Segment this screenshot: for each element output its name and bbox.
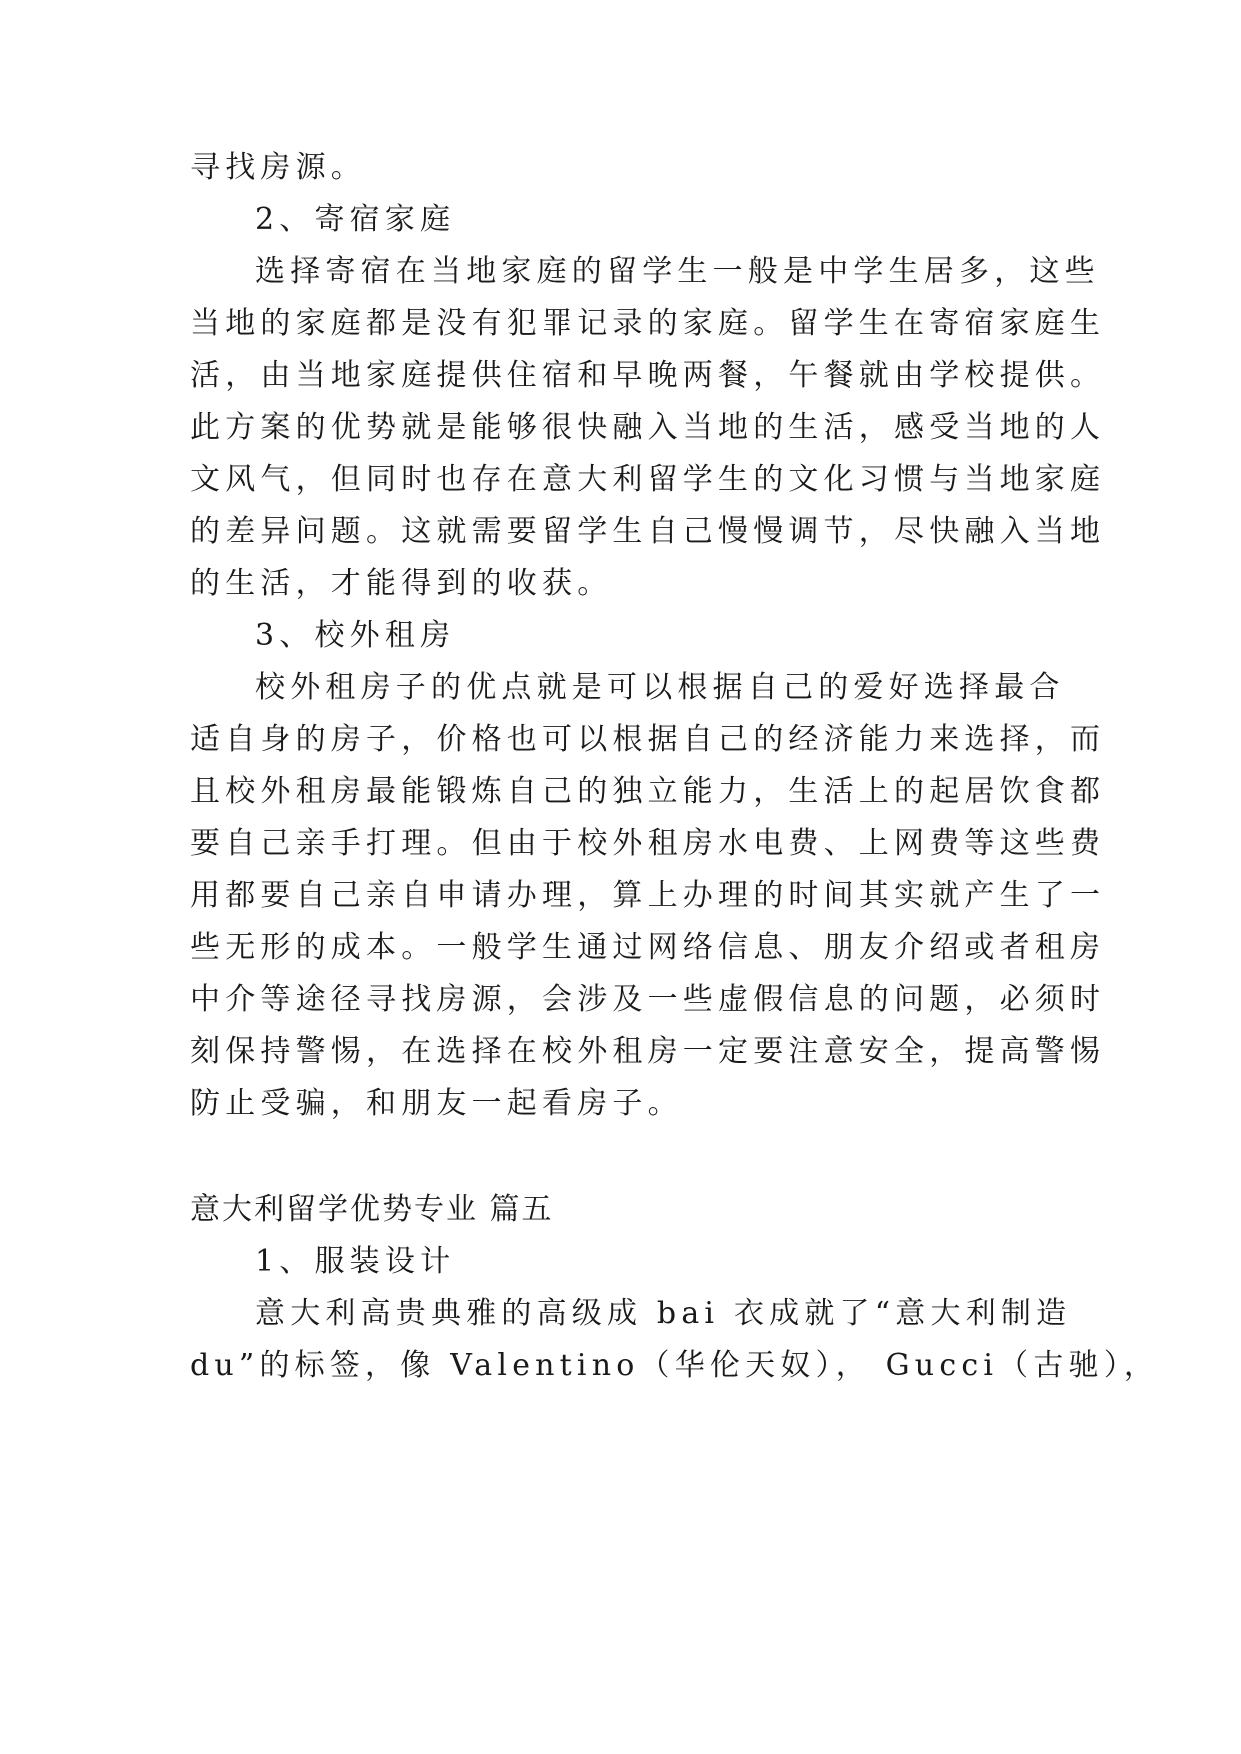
paragraph-line: 适自身的房子，价格也可以根据自己的经济能力来选择，而 <box>190 722 1106 757</box>
paragraph-line: 选择寄宿在当地家庭的留学生一般是中学生居多，这些 <box>255 254 1100 289</box>
paragraph-line: du”的标签，像 Valentino（华伦天奴）， Gucci（古驰）， <box>190 1348 1160 1383</box>
paragraph-line: 当地的家庭都是没有犯罪记录的家庭。留学生在寄宿家庭生 <box>190 306 1106 341</box>
paragraph-line: 文风气，但同时也存在意大利留学生的文化习惯与当地家庭 <box>190 462 1106 497</box>
paragraph-line: 中介等途径寻找房源，会涉及一些虚假信息的问题，必须时 <box>190 982 1106 1017</box>
paragraph-line: 的差异问题。这就需要留学生自己慢慢调节，尽快融入当地 <box>190 514 1106 549</box>
paragraph-line: 校外租房子的优点就是可以根据自己的爱好选择最合 <box>255 670 1065 705</box>
section-heading-homestay: 2、寄宿家庭 <box>255 202 456 237</box>
paragraph-line: 些无形的成本。一般学生通过网络信息、朋友介绍或者租房 <box>190 930 1106 965</box>
paragraph-line: 防止受骗，和朋友一起看房子。 <box>190 1086 683 1121</box>
paragraph-line: 活，由当地家庭提供住宿和早晚两餐，午餐就由学校提供。 <box>190 358 1106 393</box>
paragraph-line: 用都要自己亲自申请办理，算上办理的时间其实就产生了一 <box>190 878 1106 913</box>
article-title-part-five: 意大利留学优势专业 篇五 <box>190 1192 554 1227</box>
paragraph-line: 此方案的优势就是能够很快融入当地的生活，感受当地的人 <box>190 410 1106 445</box>
paragraph-line: 刻保持警惕，在选择在校外租房一定要注意安全，提高警惕 <box>190 1034 1106 1069</box>
section-heading-fashion-design: 1、服装设计 <box>255 1244 456 1279</box>
paragraph-line: 且校外租房最能锻炼自己的独立能力，生活上的起居饮食都 <box>190 774 1106 809</box>
paragraph-line: 的生活，才能得到的收获。 <box>190 566 613 601</box>
paragraph-line: 寻找房源。 <box>190 150 366 185</box>
paragraph-line: 要自己亲手打理。但由于校外租房水电费、上网费等这些费 <box>190 826 1106 861</box>
paragraph-line: 意大利高贵典雅的高级成 bai 衣成就了“意大利制造 <box>255 1296 1072 1331</box>
section-heading-offcampus-rental: 3、校外租房 <box>255 618 456 653</box>
